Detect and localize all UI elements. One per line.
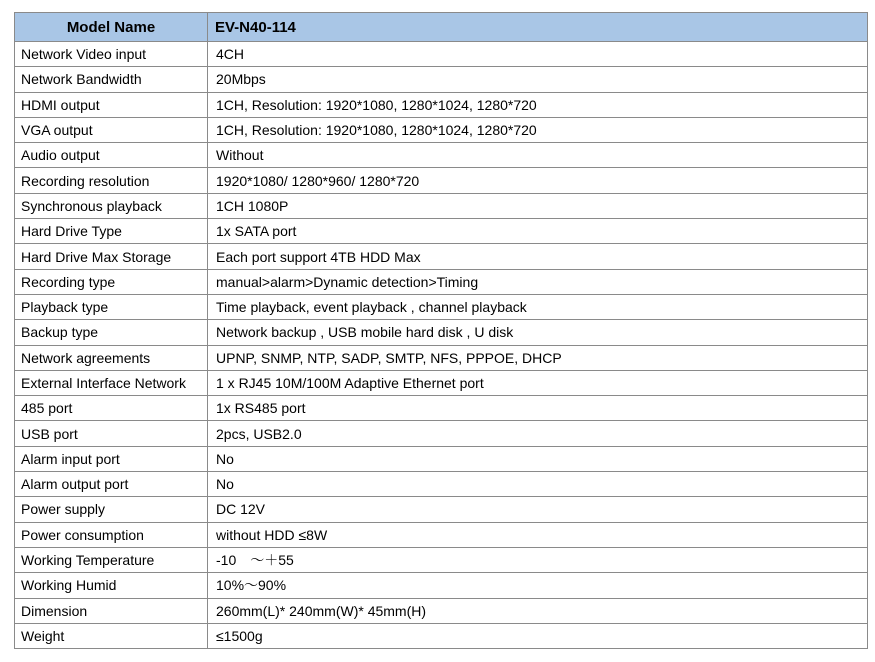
spec-value: DC 12V — [208, 497, 868, 522]
spec-label: Hard Drive Type — [15, 219, 208, 244]
spec-value: 1920*1080/ 1280*960/ 1280*720 — [208, 168, 868, 193]
table-row — [15, 294, 868, 319]
spec-label: Alarm output port — [15, 472, 208, 497]
header-row — [15, 13, 868, 42]
spec-value: ≤1500g — [208, 623, 868, 648]
spec-label: Audio output — [15, 143, 208, 168]
table-row — [15, 42, 868, 67]
table-row — [15, 472, 868, 497]
table-row — [15, 244, 868, 269]
table-row — [15, 497, 868, 522]
model-name-value: EV-N40-114 — [208, 13, 868, 42]
spec-label: Synchronous playback — [15, 193, 208, 218]
spec-label: USB port — [15, 421, 208, 446]
table-row — [15, 623, 868, 648]
spec-value: manual>alarm>Dynamic detection>Timing — [208, 269, 868, 294]
table-row — [15, 320, 868, 345]
spec-value: -10 ～＋55 — [208, 547, 868, 572]
spec-label: Working Temperature — [15, 547, 208, 572]
spec-value: No — [208, 446, 868, 471]
spec-value: Network backup , USB mobile hard disk , U disk — [208, 320, 868, 345]
table-row — [15, 547, 868, 572]
spec-value: 20Mbps — [208, 67, 868, 92]
spec-label: Recording resolution — [15, 168, 208, 193]
spec-label: Hard Drive Max Storage — [15, 244, 208, 269]
spec-value: UPNP, SNMP, NTP, SADP, SMTP, NFS, PPPOE, DHCP — [208, 345, 868, 370]
table-row — [15, 345, 868, 370]
spec-label: External Interface Network — [15, 370, 208, 395]
table-row — [15, 598, 868, 623]
spec-value: Time playback, event playback , channel playback — [208, 294, 868, 319]
table-row — [15, 92, 868, 117]
spec-label: Backup type — [15, 320, 208, 345]
spec-value: No — [208, 472, 868, 497]
table-row — [15, 446, 868, 471]
spec-body — [15, 42, 868, 649]
spec-value: 1CH 1080P — [208, 193, 868, 218]
table-row — [15, 269, 868, 294]
spec-value: 1x RS485 port — [208, 396, 868, 421]
spec-label: VGA output — [15, 117, 208, 142]
spec-label: Power consumption — [15, 522, 208, 547]
table-row — [15, 421, 868, 446]
spec-value: Each port support 4TB HDD Max — [208, 244, 868, 269]
spec-label: Network Bandwidth — [15, 67, 208, 92]
spec-label: Power supply — [15, 497, 208, 522]
spec-value: 10%～90% — [208, 573, 868, 598]
spec-label: HDMI output — [15, 92, 208, 117]
spec-table — [14, 12, 868, 649]
spec-value: 1x SATA port — [208, 219, 868, 244]
spec-value: Without — [208, 143, 868, 168]
table-row — [15, 219, 868, 244]
spec-label: Recording type — [15, 269, 208, 294]
spec-label: Working Humid — [15, 573, 208, 598]
table-row — [15, 573, 868, 598]
spec-label: Alarm input port — [15, 446, 208, 471]
spec-value: without HDD ≤8W — [208, 522, 868, 547]
spec-value: 2pcs, USB2.0 — [208, 421, 868, 446]
table-row — [15, 117, 868, 142]
table-row — [15, 370, 868, 395]
table-row — [15, 168, 868, 193]
spec-value: 260mm(L)* 240mm(W)* 45mm(H) — [208, 598, 868, 623]
table-row — [15, 193, 868, 218]
spec-label: Network agreements — [15, 345, 208, 370]
spec-label: Weight — [15, 623, 208, 648]
spec-label: 485 port — [15, 396, 208, 421]
spec-label: Playback type — [15, 294, 208, 319]
spec-value: 1 x RJ45 10M/100M Adaptive Ethernet port — [208, 370, 868, 395]
table-row — [15, 143, 868, 168]
spec-value: 4CH — [208, 42, 868, 67]
spec-label: Network Video input — [15, 42, 208, 67]
table-row — [15, 522, 868, 547]
table-row — [15, 67, 868, 92]
spec-value: 1CH, Resolution: 1920*1080, 1280*1024, 1280*720 — [208, 92, 868, 117]
spec-value: 1CH, Resolution: 1920*1080, 1280*1024, 1280*720 — [208, 117, 868, 142]
table-row — [15, 396, 868, 421]
spec-label: Dimension — [15, 598, 208, 623]
model-name-label: Model Name — [15, 13, 208, 42]
